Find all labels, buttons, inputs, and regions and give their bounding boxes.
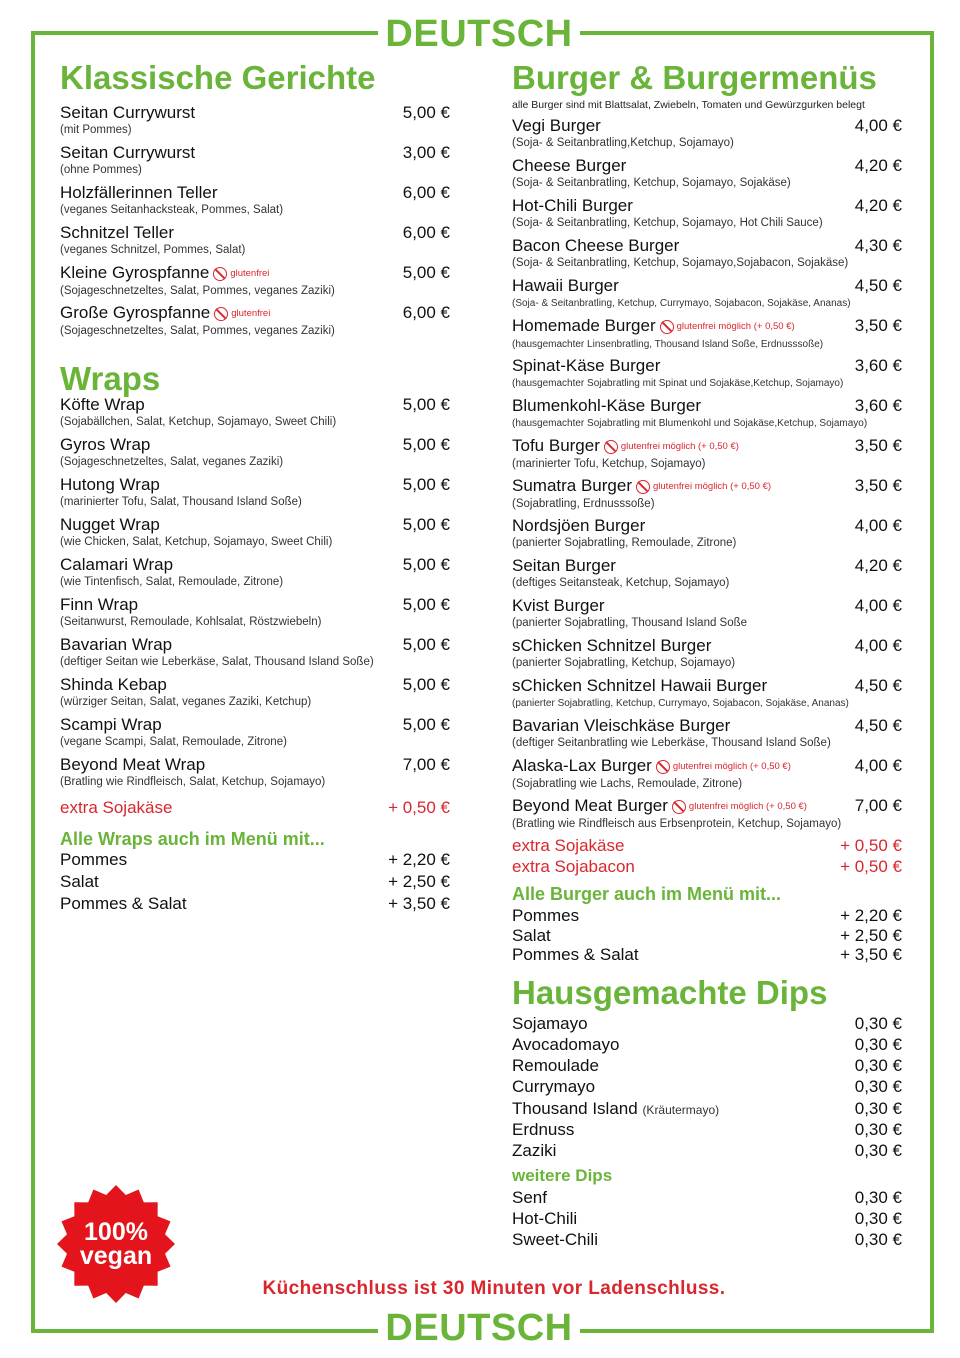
item-name-text: Bacon Cheese Burger — [512, 236, 680, 255]
gluten-free-marker — [636, 477, 771, 497]
item-name-text: Kleine Gyrospfanne — [60, 263, 210, 282]
row-price: + 0,50 € — [840, 836, 902, 855]
no-gluten-icon — [672, 800, 686, 814]
menu-item — [512, 396, 902, 436]
badge-line1: 100% — [84, 1218, 148, 1246]
item-price: 4,50 € — [854, 716, 902, 735]
item-description: (Sojabratling, Erdnusssoße) — [512, 497, 655, 510]
price-row — [512, 1208, 902, 1229]
item-price: 4,00 € — [854, 756, 902, 775]
language-label-top: DEUTSCH — [378, 14, 580, 54]
menu-item — [512, 596, 902, 636]
gluten-free-text: glutenfrei — [231, 307, 271, 319]
item-price: 4,00 € — [854, 116, 902, 135]
item-name-text: Seitan Currywurst — [60, 143, 196, 162]
burgers-menu-list — [512, 906, 902, 965]
price-row — [512, 1055, 902, 1076]
price-row — [512, 906, 902, 926]
row-price: 0,30 € — [854, 1141, 902, 1161]
menu-item — [512, 196, 902, 236]
item-name — [512, 476, 902, 497]
item-name — [512, 716, 902, 736]
item-description: (ohne Pommes) — [60, 164, 142, 176]
item-name-text: sChicken Schnitzel Hawaii Burger — [512, 676, 768, 695]
item-name-text: Alaska-Lax Burger — [512, 756, 652, 775]
item-name-text: Köfte Wrap — [60, 395, 145, 414]
item-price: 4,20 € — [854, 196, 902, 215]
gluten-free-text: glutenfrei möglich (+ 0,50 €) — [688, 800, 807, 812]
price-row — [512, 1076, 902, 1097]
item-name — [60, 395, 450, 415]
menu-item — [60, 675, 450, 715]
item-name-text: Cheese Burger — [512, 156, 627, 175]
item-price: 4,20 € — [854, 156, 902, 175]
menu-item — [60, 715, 450, 755]
no-gluten-icon — [214, 307, 228, 321]
menu-item — [512, 276, 902, 316]
row-label: Senf — [512, 1187, 547, 1207]
item-description: (wie Tintenfisch, Salat, Remoulade, Zitrone) — [60, 576, 284, 588]
classic-list — [60, 103, 450, 343]
gluten-free-marker — [604, 437, 739, 457]
menu-item — [60, 143, 450, 183]
row-label: Salat — [60, 872, 99, 891]
item-name-text: Schnitzel Teller — [60, 223, 175, 242]
item-description: (deftiger Seitan wie Leberkäse, Salat, Thousand Island Soße) — [60, 656, 374, 668]
row-price: 0,30 € — [854, 1034, 902, 1054]
burgers-list — [512, 116, 902, 836]
menu-item — [512, 796, 902, 836]
row-note: (Kräutermayo) — [642, 1102, 720, 1117]
item-price: 5,00 € — [402, 555, 450, 574]
item-name-text: Hutong Wrap — [60, 475, 160, 494]
price-row — [512, 926, 902, 946]
menu-item — [60, 103, 450, 143]
item-name — [512, 596, 902, 616]
item-description: (wie Chicken, Salat, Ketchup, Sojamayo, Sweet Chili) — [60, 536, 333, 548]
item-price: 3,50 € — [854, 316, 902, 335]
item-name-text: Seitan Currywurst — [60, 103, 196, 122]
item-name-text: Große Gyrospfanne — [60, 303, 211, 322]
menu-item — [60, 755, 450, 795]
item-price: 5,00 € — [402, 475, 450, 494]
menu-item — [512, 636, 902, 676]
item-description: (hausgemachter Sojabratling mit Spinat und Sojakäse,Ketchup, Sojamayo) — [512, 378, 844, 389]
menu-item — [512, 156, 902, 196]
item-name — [60, 715, 450, 735]
item-name — [60, 223, 450, 243]
item-name — [60, 635, 450, 655]
item-name-text: Kvist Burger — [512, 596, 605, 615]
more-dips-title: weitere Dips — [512, 1165, 613, 1185]
menu-item — [60, 395, 450, 435]
item-name-text: Hawaii Burger — [512, 276, 619, 295]
row-price: + 2,50 € — [840, 925, 902, 945]
price-row — [512, 1187, 902, 1208]
row-price: + 0,50 € — [840, 857, 902, 876]
item-description: (panierter Sojabratling, Ketchup, Sojamayo) — [512, 657, 736, 669]
price-row — [60, 849, 450, 871]
price-row — [512, 1034, 902, 1055]
item-price: 5,00 € — [402, 675, 450, 694]
row-price: + 2,50 € — [388, 872, 450, 891]
item-description: (Seitanwurst, Remoulade, Kohlsalat, Röstzwiebeln) — [60, 616, 322, 628]
item-name — [60, 183, 450, 203]
item-price: 4,50 € — [854, 276, 902, 295]
gluten-free-text: glutenfrei möglich (+ 0,50 €) — [676, 320, 795, 332]
row-price: + 2,20 € — [388, 850, 450, 869]
item-name — [512, 116, 902, 136]
item-name-text: Beyond Meat Burger — [512, 796, 668, 815]
item-description: (Soja- & Seitanbratling,Ketchup, Sojamayo) — [512, 137, 734, 149]
item-price: 4,00 € — [854, 596, 902, 615]
item-description: (veganes Schnitzel, Pommes, Salat) — [60, 244, 246, 256]
price-row — [512, 835, 902, 856]
item-name — [60, 555, 450, 575]
burgers-extras — [512, 835, 902, 877]
gluten-free-marker — [213, 264, 269, 284]
row-label: Zaziki — [512, 1141, 557, 1161]
no-gluten-icon — [656, 760, 670, 774]
item-name-text: Hot-Chili Burger — [512, 196, 633, 215]
row-price: 0,30 € — [854, 1230, 902, 1250]
language-label-bottom: DEUTSCH — [378, 1308, 580, 1348]
item-description: (Sojageschnetzeltes, Salat, Pommes, veganes Zaziki) — [60, 324, 335, 337]
item-price: 4,20 € — [854, 556, 902, 575]
menu-item — [512, 436, 902, 476]
item-name — [512, 396, 902, 416]
gluten-free-text: glutenfrei möglich (+ 0,50 €) — [672, 760, 791, 772]
item-name — [512, 756, 902, 777]
row-label: Pommes — [60, 850, 128, 869]
item-price: 7,00 € — [854, 796, 902, 815]
wraps-extra-price: + 0,50 € — [388, 798, 450, 817]
item-description: (Soja- & Seitanbratling, Ketchup, Sojamayo, Hot Chili Sauce) — [512, 217, 823, 229]
item-name — [512, 156, 902, 176]
item-name — [512, 796, 902, 817]
item-name — [60, 475, 450, 495]
item-name-text: Blumenkohl-Käse Burger — [512, 396, 701, 415]
menu-item — [60, 635, 450, 675]
gluten-free-marker — [660, 317, 795, 337]
item-price: 4,00 € — [854, 636, 902, 655]
row-price: + 3,50 € — [840, 945, 902, 964]
item-price: 3,00 € — [402, 143, 450, 162]
item-description: (Sojageschnetzeltes, Salat, veganes Zaziki) — [60, 456, 284, 468]
row-label: Hot-Chili — [512, 1208, 578, 1228]
item-name — [512, 556, 902, 576]
row-price: 0,30 € — [854, 1208, 902, 1228]
item-description: (marinierter Tofu, Ketchup, Sojamayo) — [512, 457, 706, 470]
dips-section-title: Hausgemachte Dips — [512, 973, 828, 1011]
menu-item — [60, 515, 450, 555]
row-price: 0,30 € — [854, 1056, 902, 1076]
item-name — [512, 516, 902, 536]
menu-item — [60, 263, 450, 303]
item-price: 4,00 € — [854, 516, 902, 535]
item-name — [60, 515, 450, 535]
item-price: 5,00 € — [402, 435, 450, 454]
item-name-text: Scampi Wrap — [60, 715, 162, 734]
item-name — [60, 263, 450, 284]
wraps-extra-row — [60, 797, 450, 819]
classic-section-title: Klassische Gerichte — [60, 59, 376, 96]
price-row — [512, 945, 902, 965]
row-label: Pommes & Salat — [60, 894, 187, 913]
item-name — [512, 636, 902, 656]
menu-item — [60, 595, 450, 635]
item-name — [60, 595, 450, 615]
item-name-text: Calamari Wrap — [60, 555, 174, 574]
item-name — [60, 103, 450, 123]
item-description: (Bratling wie Rindfleisch aus Erbsenprotein, Ketchup, Sojamayo) — [512, 817, 842, 830]
menu-item — [512, 316, 902, 356]
row-price: 0,30 € — [854, 1187, 902, 1207]
menu-item — [512, 356, 902, 396]
gluten-free-marker — [672, 797, 807, 817]
burgers-menu-title: Alle Burger auch im Menü mit... — [512, 884, 782, 904]
price-row — [512, 1229, 902, 1250]
item-name-text: Bavarian Vleischkäse Burger — [512, 716, 731, 735]
item-price: 6,00 € — [402, 303, 450, 322]
item-price: 5,00 € — [402, 595, 450, 614]
item-name — [60, 675, 450, 695]
item-name-text: Homemade Burger — [512, 316, 656, 335]
row-label: Currymayo — [512, 1077, 596, 1097]
row-price: 0,30 € — [854, 1119, 902, 1139]
dips-list — [512, 1013, 902, 1162]
item-price: 5,00 € — [402, 395, 450, 414]
item-name — [512, 356, 902, 376]
item-description: (panierter Sojabratling, Remoulade, Zitrone) — [512, 537, 737, 549]
item-description: (Soja- & Seitanbratling, Ketchup, Sojamayo, Sojakäse) — [512, 177, 791, 189]
menu-item — [60, 183, 450, 223]
row-label: Pommes — [512, 906, 580, 925]
item-description: (deftiges Seitansteak, Ketchup, Sojamayo) — [512, 577, 730, 589]
price-row — [512, 1098, 902, 1119]
item-price: 7,00 € — [402, 755, 450, 774]
row-label: Avocadomayo — [512, 1034, 620, 1054]
wraps-list — [60, 395, 450, 795]
price-row — [60, 871, 450, 893]
menu-item — [512, 676, 902, 716]
item-description: (marinierter Tofu, Salat, Thousand Island Soße) — [60, 496, 302, 508]
closing-notice: Küchenschluss ist 30 Minuten vor Ladenschluss. — [262, 1278, 726, 1299]
item-description: (panierter Sojabratling, Ketchup, Currymayo, Sojabacon, Sojakäse, Ananas) — [512, 698, 849, 709]
item-price: 3,50 € — [854, 476, 902, 495]
item-name-text: Finn Wrap — [60, 595, 139, 614]
row-price: + 2,20 € — [840, 906, 902, 925]
item-price: 3,60 € — [854, 356, 902, 375]
item-name-text: Nugget Wrap — [60, 515, 160, 534]
gluten-free-marker — [214, 304, 270, 324]
wraps-menu-list — [60, 849, 450, 915]
item-name-text: sChicken Schnitzel Burger — [512, 636, 712, 655]
no-gluten-icon — [604, 440, 618, 454]
row-label: extra Sojakäse — [512, 836, 625, 855]
menu-item — [512, 116, 902, 156]
left-column — [60, 58, 450, 915]
price-row — [512, 856, 902, 877]
item-name — [512, 276, 902, 296]
row-label: Salat — [512, 925, 551, 945]
wraps-extra-label: extra Sojakäse — [60, 798, 173, 817]
badge-line2: vegan — [79, 1242, 153, 1270]
no-gluten-icon — [213, 267, 227, 281]
row-price: + 3,50 € — [388, 894, 450, 913]
price-row — [60, 893, 450, 915]
row-label: Erdnuss — [512, 1119, 575, 1139]
menu-item — [512, 236, 902, 276]
item-description: (Soja- & Seitanbratling, Ketchup, Sojamayo,Sojabacon, Sojakäse) — [512, 257, 849, 269]
item-name-text: Tofu Burger — [512, 436, 600, 455]
no-gluten-icon — [660, 320, 674, 334]
item-name — [60, 755, 450, 775]
gluten-free-marker — [656, 757, 791, 777]
item-price: 5,00 € — [402, 715, 450, 734]
item-name-text: Shinda Kebap — [60, 675, 167, 694]
item-description: (Sojabratling wie Lachs, Remoulade, Zitrone) — [512, 777, 743, 790]
item-description: (Sojabällchen, Salat, Ketchup, Sojamayo, Sweet Chili) — [60, 416, 337, 428]
item-price: 5,00 € — [402, 515, 450, 534]
menu-item — [512, 716, 902, 756]
menu-item — [60, 475, 450, 515]
menu-item — [512, 476, 902, 516]
item-price: 6,00 € — [402, 183, 450, 202]
item-name — [512, 676, 902, 696]
row-label: extra Sojabacon — [512, 857, 635, 876]
menu-item — [512, 516, 902, 556]
item-name-text: Nordsjöen Burger — [512, 516, 646, 535]
gluten-free-text: glutenfrei möglich (+ 0,50 €) — [620, 440, 739, 452]
menu-item — [60, 435, 450, 475]
item-name — [512, 196, 902, 216]
right-column — [512, 58, 902, 1250]
item-description: (deftiger Seitanbratling wie Leberkäse, Thousand Island Soße) — [512, 737, 831, 749]
item-name-text: Holzfällerinnen Teller — [60, 183, 218, 202]
row-label: Thousand Island — [512, 1098, 638, 1118]
item-name-text: Spinat-Käse Burger — [512, 356, 661, 375]
item-price: 5,00 € — [402, 103, 450, 122]
item-description: (Bratling wie Rindfleisch, Salat, Ketchup, Sojamayo) — [60, 776, 326, 788]
burgers-section-title: Burger & Burgermenüs — [512, 59, 877, 96]
item-name-text: Sumatra Burger — [512, 476, 632, 495]
item-description: (würziger Seitan, Salat, veganes Zaziki, Ketchup) — [60, 696, 312, 708]
item-name — [512, 236, 902, 256]
item-price: 4,30 € — [854, 236, 902, 255]
item-description: (panierter Sojabratling, Thousand Island Soße — [512, 617, 748, 629]
item-name — [512, 436, 902, 457]
price-row — [512, 1119, 902, 1140]
menu-item — [512, 556, 902, 596]
menu-item — [512, 756, 902, 796]
item-name-text: Beyond Meat Wrap — [60, 755, 206, 774]
item-description: (hausgemachter Linsenbratling, Thousand Island Soße, Erdnusssoße) — [512, 338, 824, 350]
row-price: 0,30 € — [854, 1098, 902, 1118]
row-price: 0,30 € — [854, 1077, 902, 1097]
item-price: 3,60 € — [854, 396, 902, 415]
item-price: 4,50 € — [854, 676, 902, 695]
item-price: 3,50 € — [854, 436, 902, 455]
gluten-free-text: glutenfrei — [230, 267, 270, 279]
item-price: 6,00 € — [402, 223, 450, 242]
item-name-text: Gyros Wrap — [60, 435, 151, 454]
row-price: 0,30 € — [854, 1013, 902, 1033]
price-row — [512, 1013, 902, 1034]
menu-item — [60, 555, 450, 595]
item-name — [60, 303, 450, 324]
menu-item — [60, 303, 450, 343]
more-dips-list — [512, 1187, 902, 1251]
item-name — [60, 435, 450, 455]
row-label: Remoulade — [512, 1056, 599, 1076]
price-row — [512, 1140, 902, 1161]
row-label: Sweet-Chili — [512, 1230, 598, 1250]
item-description: (hausgemachter Sojabratling mit Blumenkohl und Sojakäse,Ketchup, Sojamayo) — [512, 418, 868, 429]
item-name-text: Vegi Burger — [512, 116, 601, 135]
row-label: Pommes & Salat — [512, 945, 639, 964]
item-name-text: Seitan Burger — [512, 556, 616, 575]
item-description: (Sojageschnetzeltes, Salat, Pommes, veganes Zaziki) — [60, 284, 335, 297]
item-price: 5,00 € — [402, 263, 450, 282]
menu-item — [60, 223, 450, 263]
item-description: (veganes Seitanhacksteak, Pommes, Salat) — [60, 204, 284, 216]
item-description: (vegane Scampi, Salat, Remoulade, Zitrone) — [60, 736, 287, 748]
no-gluten-icon — [636, 480, 650, 494]
item-description: (mit Pommes) — [60, 124, 132, 136]
item-name-text: Bavarian Wrap — [60, 635, 173, 654]
wraps-section-title: Wraps — [60, 360, 161, 397]
item-price: 5,00 € — [402, 635, 450, 654]
item-name — [60, 143, 450, 163]
item-description: (Soja- & Seitanbratling, Ketchup, Currymayo, Sojabacon, Sojakäse, Ananas) — [512, 298, 851, 309]
burgers-note: alle Burger sind mit Blattsalat, Zwiebeln, Tomaten und Gewürzgurken belegt — [512, 99, 865, 111]
gluten-free-text: glutenfrei möglich (+ 0,50 €) — [653, 480, 772, 492]
item-name — [512, 316, 902, 337]
wraps-menu-title: Alle Wraps auch im Menü mit... — [60, 829, 325, 849]
row-label: Sojamayo — [512, 1013, 588, 1033]
